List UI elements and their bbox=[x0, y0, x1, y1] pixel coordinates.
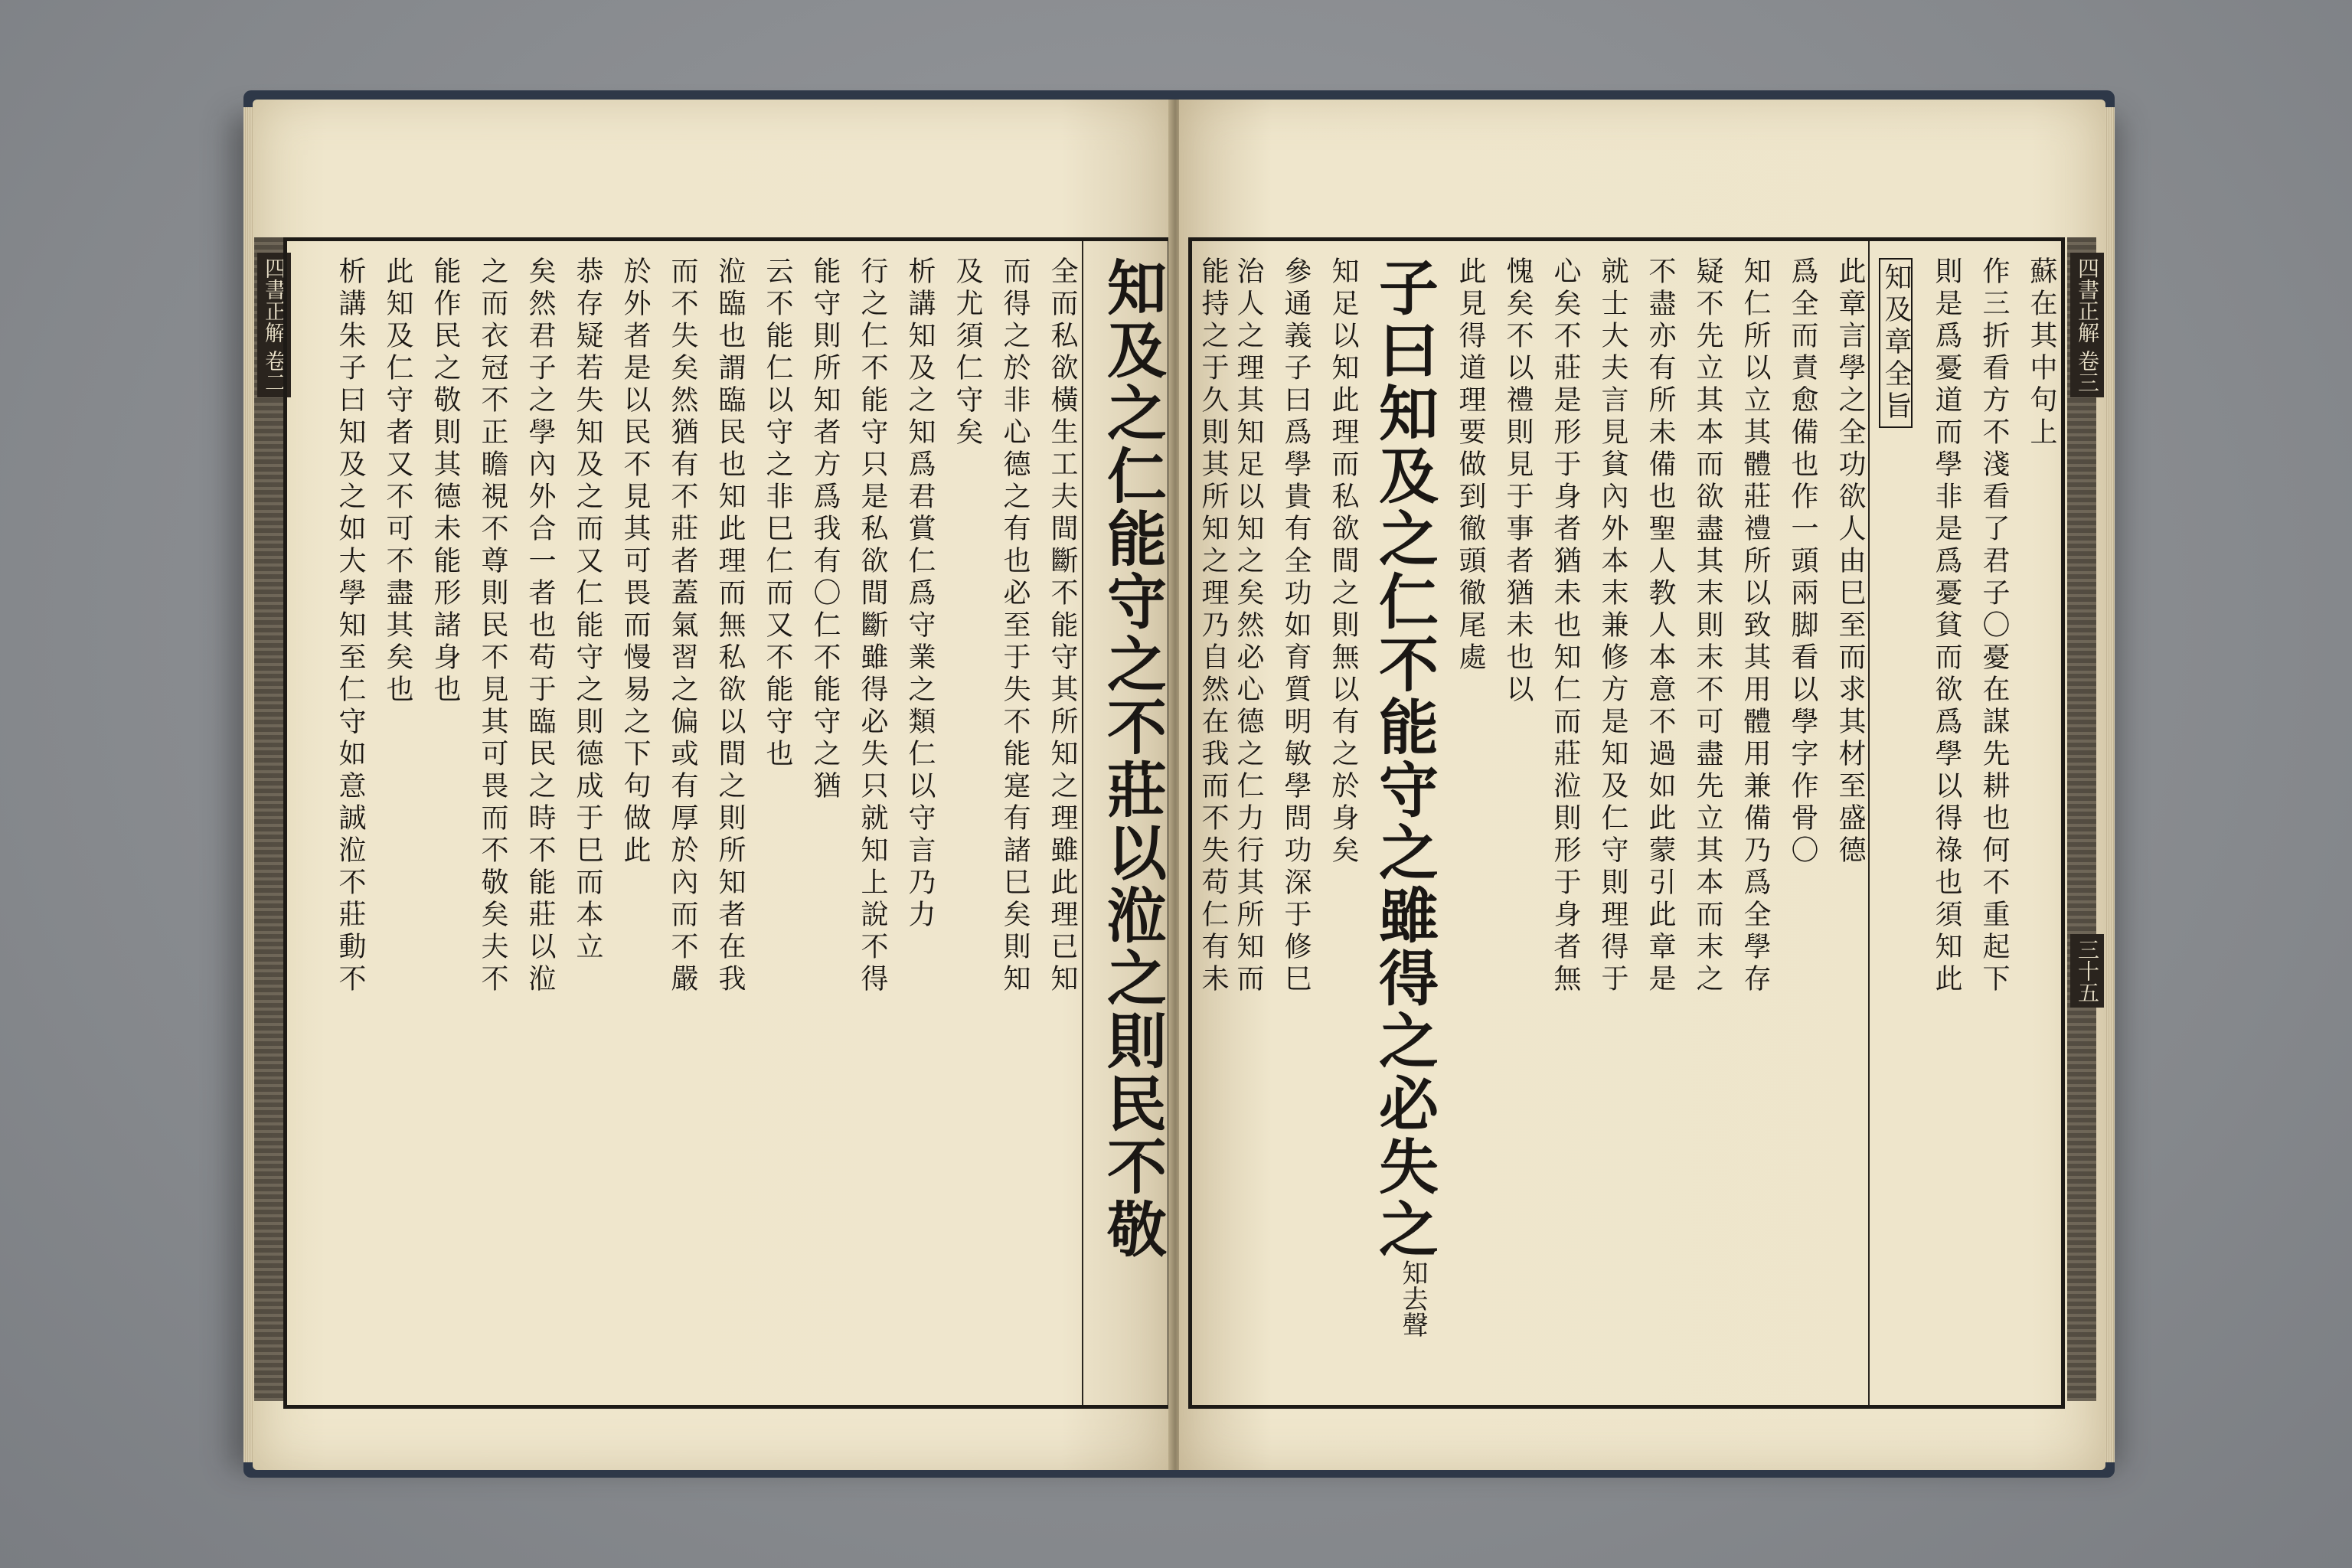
text-column: 云不能仁以守之非巳仁而又不能守也 bbox=[762, 256, 793, 771]
heading-note: 知去聲 bbox=[1397, 1259, 1428, 1338]
text-column: 此見得道理要做到徹頭徹尾處 bbox=[1455, 256, 1486, 675]
text-column: 行之仁不能守只是私欲間斷雖得必失只就知上說不得 bbox=[857, 256, 888, 996]
text-column: 心矣不莊是形于身者猶未也知仁而莊涖則形于身者無 bbox=[1550, 256, 1581, 996]
text-column: 此章言學之全功欲人由巳至而求其材至盛德 bbox=[1834, 256, 1866, 867]
left-margin-band bbox=[254, 237, 283, 1401]
section-tag: 知及章全旨 bbox=[1879, 258, 1913, 428]
text-column: 能作民之敬則其德未能形諸身也 bbox=[430, 256, 461, 707]
left-heading-column: 知及之仁能守之不莊以涖之則民不敬 bbox=[1097, 256, 1167, 1261]
text-column: 作三折看方不淺看了君子〇憂在謀先耕也何不重起下 bbox=[1978, 256, 2010, 996]
left-margin-title: 四書正解 卷二 bbox=[257, 253, 291, 397]
text-column: 疑不先立其本而欲盡其末則末不可盡先立其本而末之 bbox=[1692, 256, 1723, 996]
column-rule bbox=[1082, 241, 1083, 1405]
text-column: 蘇在其中句上 bbox=[2026, 256, 2057, 449]
text-column: 就士大夫言見貧內外本末兼修方是知及仁守則理得于 bbox=[1597, 256, 1628, 996]
text-column: 於外者是以民不見其可畏而慢易之下句做此 bbox=[619, 256, 651, 867]
text-column: 則是爲憂道而學非是爲憂貧而欲爲學以得祿也須知此 bbox=[1931, 256, 1962, 996]
text-column: 全而私欲橫生工夫間斷不能守其所知之理雖此理已知 bbox=[1047, 256, 1078, 996]
text-column: 知仁所以立其體莊禮所以致其用體用兼備乃爲全學存 bbox=[1740, 256, 1771, 996]
text-column: 析講知及之知爲君賞仁爲守業之類仁以守言乃力 bbox=[904, 256, 936, 932]
text-column: 涖臨也謂臨民也知此理而無私欲以間之則所知者在我 bbox=[714, 256, 746, 996]
text-column: 治人之理其知足以知之矣然必心德之仁力行其所知而 bbox=[1233, 256, 1264, 996]
text-column: 恭存疑若失知及之而又仁能守之則德成于巳而本立 bbox=[572, 256, 603, 964]
text-column: 愧矣不以禮則見于事者猶未也以 bbox=[1502, 256, 1534, 707]
left-text-frame bbox=[283, 237, 1171, 1409]
text-column: 矣然君子之學內外合一者也苟于臨民之時不能莊以涖 bbox=[524, 256, 556, 996]
text-column: 之而衣冠不正瞻視不尊則民不見其可畏而不敬矣夫不 bbox=[477, 256, 508, 996]
text-column: 而不失矣然猶有不莊者蓋氣習之偏或有厚於內而不嚴 bbox=[667, 256, 698, 996]
right-heading-column: 子曰知及之仁不能守之雖得之必失之 bbox=[1369, 256, 1439, 1261]
text-column: 能持之于久則其所知之理乃自然在我而不失苟仁有未 bbox=[1197, 256, 1229, 996]
text-column: 爲全而責愈備也作一頭兩脚看以學字作骨〇 bbox=[1787, 256, 1818, 867]
text-column: 及尤須仁守矣 bbox=[952, 256, 983, 449]
text-column: 能守則所知者方爲我有〇仁不能守之猶 bbox=[809, 256, 841, 803]
leaf-number: 三十五 bbox=[2070, 934, 2104, 1008]
text-column: 而得之於非心德之有也必至于失不能寔有諸巳矣則知 bbox=[999, 256, 1031, 996]
section-tag-column bbox=[1877, 258, 1913, 428]
right-margin-band bbox=[2067, 237, 2096, 1401]
text-column: 知足以知此理而私欲間之則無以有之於身矣 bbox=[1328, 256, 1359, 867]
right-margin-title: 四書正解 卷三 bbox=[2070, 253, 2104, 397]
column-rule bbox=[1868, 241, 1870, 1405]
text-column: 參通義子曰爲學貴有全功如育質明敏學問功深于修巳 bbox=[1280, 256, 1312, 996]
right-text-frame bbox=[1188, 237, 2065, 1409]
text-column: 不盡亦有所未備也聖人教人本意不過如此蒙引此章是 bbox=[1645, 256, 1676, 996]
text-column: 析講朱子曰知及之如大學知至仁守如意誠涖不莊動不 bbox=[335, 256, 366, 996]
text-column: 此知及仁守者又不可不盡其矣也 bbox=[382, 256, 413, 707]
